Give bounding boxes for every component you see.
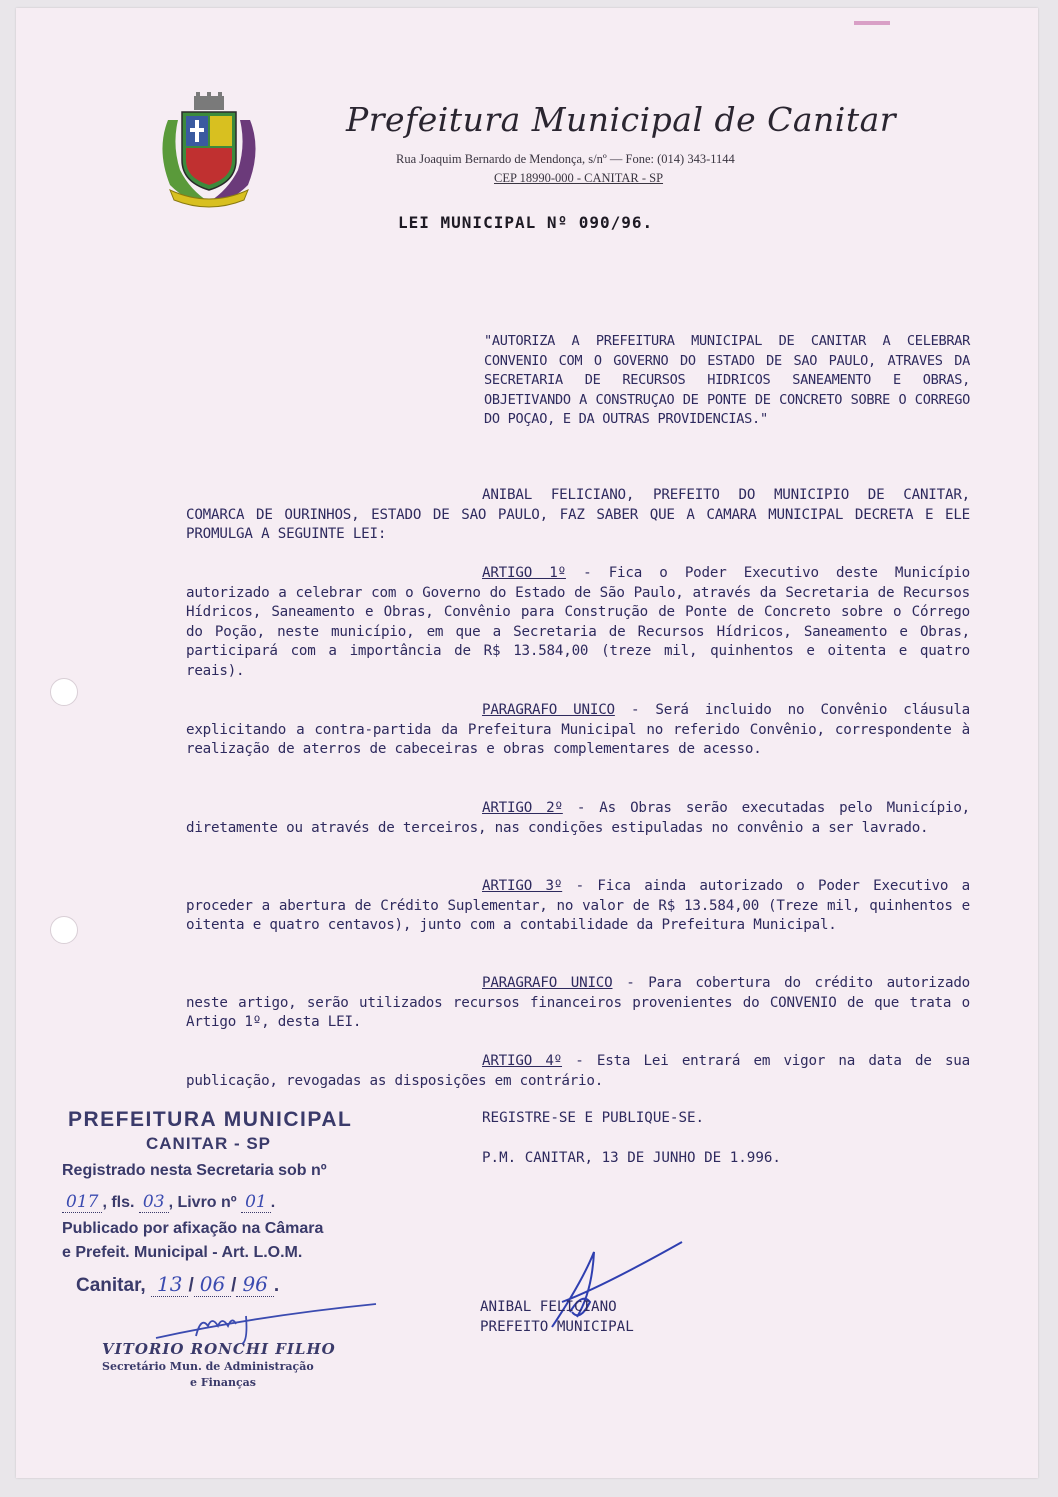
stamp-line-5: Publicado por afixação na Câmara — [62, 1220, 324, 1237]
stamp-date-day: 13 — [151, 1272, 188, 1297]
register-publish: REGISTRE-SE E PUBLIQUE-SE. — [482, 1110, 705, 1126]
stamp-livro-label: Livro nº — [177, 1194, 237, 1211]
law-preamble — [186, 486, 970, 545]
article-1 — [186, 564, 970, 681]
law-summary: "AUTORIZA A PREFEITURA MUNICIPAL DE CANITAR A CELEBRAR CONVENIO COM O GOVERNO DO ESTADO DE SAO PAULO, ATRAVES DA SECRETARIA DE RECURSOS HIDRICOS SANEAMENTO E OBRAS, OBJETIVANDO A CONSTRUÇAO DE PONTE DE CONCRETO SOBRE O CORREGO DO POÇAO, E DA OUTRAS PROVIDENCIAS." — [484, 333, 970, 428]
article-text: - Fica o Poder Executivo deste Município autorizado a celebrar com o Governo do Estado de São Paulo, através da Secretaria de Recursos Hídricos, Saneamento e Obras, Convênio para Construção de Ponte de Concreto sobre o Córrego do Poção, neste município, em que a Secretaria de Recursos Hídricos, Saneamento e Obras, participará com a importância de R$ 13.584,00 (treze mil, quinhentos e oitenta e quatro reais). — [186, 565, 971, 679]
article-heading: ARTIGO 2º — [482, 800, 563, 816]
article-heading: ARTIGO 4º — [482, 1053, 563, 1069]
article-text: - Esta Lei entrará em vigor na data de sua publicação, revogadas as disposições em contrário. — [186, 1053, 970, 1089]
article-text: - Será incluido no Convênio cláusula explicitando a contra-partida da Prefeitura Municipal no referido Convênio, correspondente à realização de aterros de cabeceiras e obras complementares de acesso. — [186, 702, 971, 757]
stamp-date-month: 06 — [194, 1272, 231, 1297]
article-4 — [186, 1052, 970, 1091]
article-heading: PARAGRAFO UNICO — [482, 975, 613, 991]
article-text: - Fica ainda autorizado o Poder Executivo a proceder a abertura de Crédito Suplementar, no valor de R$ 13.584,00 (Treze mil, quinhentos e oitenta e quatro centavos), junto com a contabilidade da Prefeitura Municipal. — [186, 878, 971, 933]
stamp-livro-value: 01 — [241, 1192, 271, 1213]
article-3-paragraph — [186, 974, 970, 1033]
article-text: - As Obras serão executadas pelo Município, diretamente ou através de terceiros, nas condições estipuladas no convênio a ser lavrado. — [186, 800, 970, 836]
place-date: P.M. CANITAR, 13 DE JUNHO DE 1.996. — [482, 1150, 781, 1166]
mayor-name: ANIBAL FELICIANO — [480, 1299, 617, 1315]
stamp-line-2: CANITAR - SP — [146, 1134, 272, 1153]
municipal-crest-icon — [150, 90, 268, 210]
article-text: - Para cobertura do crédito autorizado neste artigo, serão utilizados recursos financeiros provenientes do CONVENIO de que trata o Artigo 1º, desta LEI. — [186, 975, 971, 1030]
article-3 — [186, 877, 970, 936]
document-page — [16, 8, 1038, 1478]
stamp-date-line: Canitar, 13 / 06 / 96 . — [76, 1272, 280, 1296]
article-2 — [186, 799, 970, 838]
stamp-date-label: Canitar, — [76, 1275, 146, 1296]
stamp-fls-value: 03 — [139, 1192, 169, 1213]
stamp-date-year: 96 — [236, 1272, 273, 1297]
article-heading: PARAGRAFO UNICO — [482, 702, 615, 718]
punch-hole-bottom — [50, 916, 78, 944]
stamp-reg-number: 017 — [62, 1192, 102, 1213]
pink-marker-stroke — [854, 21, 890, 25]
article-heading: ARTIGO 1º — [482, 565, 566, 581]
punch-hole-top — [50, 678, 78, 706]
stamp-line-6: e Prefeit. Municipal - Art. L.O.M. — [62, 1244, 303, 1261]
article-heading: ARTIGO 3º — [482, 878, 563, 894]
mayor-title: PREFEITO MUNICIPAL — [480, 1318, 634, 1335]
stamp-secretary-title-2: e Finanças — [190, 1376, 256, 1389]
preamble-text: ANIBAL FELICIANO, PREFEITO DO MUNICIPIO DE CANITAR, COMARCA DE OURINHOS, ESTADO DE SAO PAULO, FAZ SABER QUE A CAMARA MUNICIPAL DECRETA E ELE PROMULGA A SEGUINTE LEI: — [186, 487, 970, 542]
municipality-title: Prefeitura Municipal de Canitar — [346, 100, 897, 139]
municipality-address: Rua Joaquim Bernardo de Mendonça, s/nº — Fone: (014) 343-1144 — [396, 152, 735, 166]
stamp-secretary-name: VITORIO RONCHI FILHO — [102, 1340, 336, 1358]
article-1-paragraph — [186, 701, 970, 760]
mayor-signature-block — [480, 1298, 634, 1337]
secretary-signature-icon — [96, 1296, 386, 1346]
law-number: LEI MUNICIPAL Nº 090/96. — [398, 213, 654, 232]
municipality-cep: CEP 18990-000 - CANITAR - SP — [494, 171, 664, 185]
registration-stamp — [60, 1108, 390, 1398]
stamp-line-3: Registrado nesta Secretaria sob nº — [62, 1162, 327, 1179]
stamp-registration-line: 017 , fls. 03 , Livro nº 01 . — [62, 1192, 275, 1212]
stamp-line-1: PREFEITURA MUNICIPAL — [68, 1108, 353, 1131]
stamp-secretary-title-1: Secretário Mun. de Administração — [102, 1360, 314, 1373]
stamp-fls-label: fls. — [111, 1194, 135, 1211]
